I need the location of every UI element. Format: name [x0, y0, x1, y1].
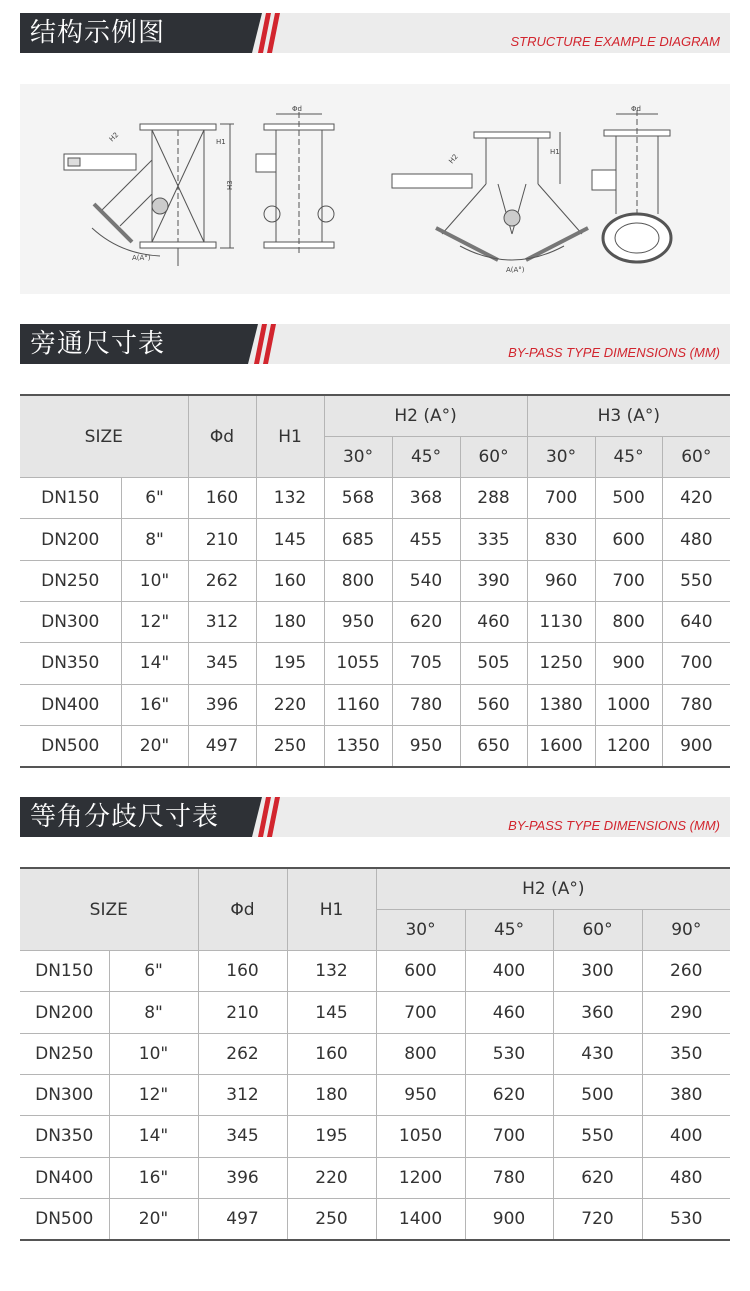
red-stripes-decoration	[252, 13, 284, 53]
label-angle-equal: A(A°)	[506, 266, 525, 274]
table-cell: 700	[527, 478, 595, 519]
table-cell: 335	[460, 519, 527, 560]
table-cell: 1200	[595, 725, 662, 766]
table-cell: 700	[595, 560, 662, 601]
table-cell: 160	[287, 1033, 376, 1074]
table-cell: 1130	[527, 601, 595, 642]
subheader-h3-60: 60°	[662, 436, 730, 477]
table-cell: 132	[256, 478, 324, 519]
table-cell: 12"	[109, 1074, 198, 1115]
table-cell: 780	[465, 1157, 553, 1198]
table-cell: 900	[595, 643, 662, 684]
section-header-structure	[20, 13, 730, 53]
table-row	[20, 1157, 730, 1198]
table-cell: 497	[198, 1198, 287, 1239]
table-cell: 210	[188, 519, 256, 560]
header-phid: Φd	[188, 395, 256, 478]
table-cell: 800	[376, 1033, 465, 1074]
table-cell: 132	[287, 951, 376, 992]
table-cell: 530	[642, 1198, 730, 1239]
table-row	[20, 643, 730, 684]
table-cell: 400	[465, 951, 553, 992]
label-h3-bypass: H3	[226, 180, 234, 190]
subheader-h2-90: 90°	[642, 909, 730, 950]
table-cell: 705	[392, 643, 460, 684]
subheader-h2-60: 60°	[553, 909, 642, 950]
header-h1: H1	[287, 868, 376, 951]
table-cell: 220	[256, 684, 324, 725]
table-cell: 950	[392, 725, 460, 766]
table-cell: DN200	[20, 992, 109, 1033]
table-cell: 550	[553, 1116, 642, 1157]
table-row	[20, 1116, 730, 1157]
table-cell: 8"	[109, 992, 198, 1033]
table-cell: 780	[392, 684, 460, 725]
table-cell: 900	[662, 725, 730, 766]
table-cell: DN400	[20, 684, 121, 725]
table-row	[20, 1198, 730, 1239]
section-title-block	[20, 13, 252, 53]
table-cell: DN250	[20, 1033, 109, 1074]
table-cell: 800	[595, 601, 662, 642]
subheader-h2-60: 60°	[460, 436, 527, 477]
table-cell: 1160	[324, 684, 392, 725]
header-h1: H1	[256, 395, 324, 478]
table-cell: 1380	[527, 684, 595, 725]
header-phid: Φd	[198, 868, 287, 951]
label-phid-equal: Φd	[631, 105, 641, 113]
subheader-h3-30: 30°	[527, 436, 595, 477]
table-cell: 312	[198, 1074, 287, 1115]
table-cell: 950	[376, 1074, 465, 1115]
structure-diagram	[20, 84, 730, 294]
table-cell: 430	[553, 1033, 642, 1074]
table-cell: 480	[642, 1157, 730, 1198]
table-row	[20, 951, 730, 992]
subheader-h2-30: 30°	[324, 436, 392, 477]
table-cell: DN500	[20, 1198, 109, 1239]
table-cell: 700	[465, 1116, 553, 1157]
table-row	[20, 519, 730, 560]
label-h2-bypass: H2	[107, 130, 121, 144]
table-cell: 1050	[376, 1116, 465, 1157]
table-cell: 396	[188, 684, 256, 725]
table-cell: 830	[527, 519, 595, 560]
table-cell: 6"	[121, 478, 188, 519]
table-cell: 1055	[324, 643, 392, 684]
table-cell: 900	[465, 1198, 553, 1239]
section-title: 旁通尺寸表	[30, 329, 166, 359]
subheader-h2-45: 45°	[392, 436, 460, 477]
header-h2: H2 (A°)	[324, 395, 527, 436]
table-cell: 10"	[109, 1033, 198, 1074]
table-cell: 300	[553, 951, 642, 992]
table-cell: 560	[460, 684, 527, 725]
table-cell: DN300	[20, 601, 121, 642]
table-cell: DN250	[20, 560, 121, 601]
table-cell: 800	[324, 560, 392, 601]
table-cell: 720	[553, 1198, 642, 1239]
table-cell: DN500	[20, 725, 121, 766]
table-cell: 368	[392, 478, 460, 519]
table-cell: 650	[460, 725, 527, 766]
table-cell: 160	[256, 560, 324, 601]
section-subtitle: STRUCTURE EXAMPLE DIAGRAM	[510, 34, 720, 49]
table-cell: 460	[460, 601, 527, 642]
table-cell: 455	[392, 519, 460, 560]
technical-drawing	[20, 84, 730, 294]
header-h3: H3 (A°)	[527, 395, 730, 436]
table-cell: 420	[662, 478, 730, 519]
label-h1-bypass: H1	[216, 138, 226, 146]
table-row	[20, 1033, 730, 1074]
table-cell: 288	[460, 478, 527, 519]
table-cell: DN400	[20, 1157, 109, 1198]
table-cell: 1400	[376, 1198, 465, 1239]
table-cell: 497	[188, 725, 256, 766]
table-cell: 16"	[109, 1157, 198, 1198]
table-cell: 396	[198, 1157, 287, 1198]
table-row	[20, 1074, 730, 1115]
table-cell: DN300	[20, 1074, 109, 1115]
table-cell: 262	[188, 560, 256, 601]
table-row	[20, 725, 730, 766]
table-cell: 360	[553, 992, 642, 1033]
table-cell: 700	[376, 992, 465, 1033]
table-cell: 290	[642, 992, 730, 1033]
table-cell: 260	[642, 951, 730, 992]
table-cell: 600	[376, 951, 465, 992]
table-cell: 950	[324, 601, 392, 642]
table-cell: 640	[662, 601, 730, 642]
label-phid-bypass: Φd	[292, 105, 302, 113]
equal-angle-dimensions-table	[20, 867, 730, 1241]
table-cell: DN150	[20, 951, 109, 992]
table-cell: 250	[256, 725, 324, 766]
table-cell: 568	[324, 478, 392, 519]
section-title-block	[20, 324, 248, 364]
subheader-h2-45: 45°	[465, 909, 553, 950]
table-row	[20, 992, 730, 1033]
table-cell: 160	[198, 951, 287, 992]
table-cell: 1200	[376, 1157, 465, 1198]
table-cell: DN350	[20, 643, 121, 684]
table-cell: 540	[392, 560, 460, 601]
table-cell: 600	[595, 519, 662, 560]
table-cell: 350	[642, 1033, 730, 1074]
table-cell: 620	[553, 1157, 642, 1198]
bypass-side-view	[256, 112, 334, 254]
header-size: SIZE	[20, 395, 188, 478]
header-h2: H2 (A°)	[376, 868, 730, 909]
table-cell: 180	[287, 1074, 376, 1115]
table-cell: 262	[198, 1033, 287, 1074]
table-body	[20, 951, 730, 1240]
table-cell: 500	[553, 1074, 642, 1115]
table-cell: 14"	[121, 643, 188, 684]
subheader-h3-45: 45°	[595, 436, 662, 477]
header-size: SIZE	[20, 868, 198, 951]
table-cell: 620	[392, 601, 460, 642]
label-h1-equal: H1	[550, 148, 560, 156]
table-cell: 195	[287, 1116, 376, 1157]
bypass-dimensions-table	[20, 394, 730, 768]
table-cell: 1250	[527, 643, 595, 684]
table-cell: 685	[324, 519, 392, 560]
table-cell: 460	[465, 992, 553, 1033]
table-cell: 220	[287, 1157, 376, 1198]
red-stripes-decoration	[248, 324, 280, 364]
table-cell: 8"	[121, 519, 188, 560]
table-cell: 20"	[109, 1198, 198, 1239]
table-cell: 780	[662, 684, 730, 725]
table-cell: 1600	[527, 725, 595, 766]
table-cell: 6"	[109, 951, 198, 992]
table-cell: 145	[256, 519, 324, 560]
label-angle-bypass: A(A°)	[132, 254, 151, 262]
table-cell: 550	[662, 560, 730, 601]
table-cell: 380	[642, 1074, 730, 1115]
section-title-block	[20, 797, 252, 837]
table-cell: 960	[527, 560, 595, 601]
table-cell: 312	[188, 601, 256, 642]
table-cell: 180	[256, 601, 324, 642]
table-cell: 390	[460, 560, 527, 601]
table-row	[20, 601, 730, 642]
table-cell: 1350	[324, 725, 392, 766]
red-stripes-decoration	[252, 797, 284, 837]
table-cell: 345	[198, 1116, 287, 1157]
table-cell: 210	[198, 992, 287, 1033]
table-cell: 12"	[121, 601, 188, 642]
table-row	[20, 560, 730, 601]
subheader-h2-30: 30°	[376, 909, 465, 950]
section-header-bypass	[20, 324, 730, 364]
section-subtitle: BY-PASS TYPE DIMENSIONS (MM)	[508, 345, 720, 360]
table-body	[20, 478, 730, 767]
table-cell: 195	[256, 643, 324, 684]
table-cell: 14"	[109, 1116, 198, 1157]
table-row	[20, 478, 730, 519]
table-cell: 20"	[121, 725, 188, 766]
table-cell: 16"	[121, 684, 188, 725]
table-cell: 480	[662, 519, 730, 560]
table-cell: DN200	[20, 519, 121, 560]
section-title: 等角分歧尺寸表	[30, 802, 220, 832]
table-cell: 145	[287, 992, 376, 1033]
table-cell: 500	[595, 478, 662, 519]
table-row	[20, 684, 730, 725]
table-cell: 345	[188, 643, 256, 684]
table-cell: DN150	[20, 478, 121, 519]
bypass-front-view	[64, 124, 234, 266]
table-cell: 505	[460, 643, 527, 684]
table-cell: 1000	[595, 684, 662, 725]
table-cell: 10"	[121, 560, 188, 601]
table-cell: 620	[465, 1074, 553, 1115]
label-h2-equal: H2	[447, 152, 460, 166]
table-cell: 530	[465, 1033, 553, 1074]
table-cell: 400	[642, 1116, 730, 1157]
table-cell: 160	[188, 478, 256, 519]
section-title: 结构示例图	[30, 18, 166, 48]
equal-angle-side-view	[592, 110, 671, 262]
section-subtitle: BY-PASS TYPE DIMENSIONS (MM)	[508, 818, 720, 833]
table-cell: 250	[287, 1198, 376, 1239]
table-cell: 700	[662, 643, 730, 684]
table-cell: DN350	[20, 1116, 109, 1157]
section-header-equal-angle	[20, 797, 730, 837]
